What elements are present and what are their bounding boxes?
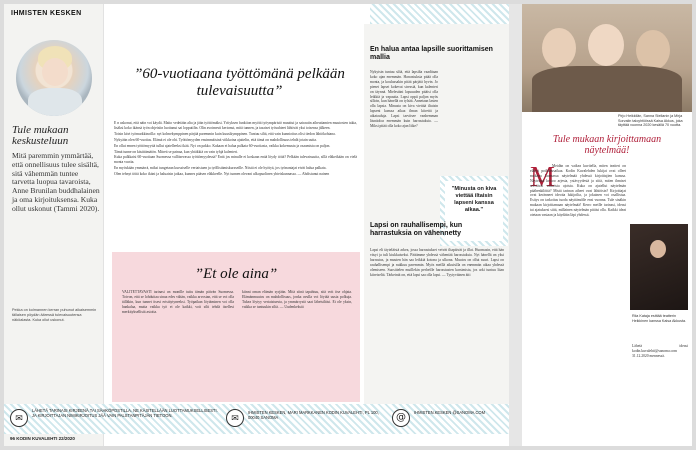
section-label: IHMISTEN KESKEN (11, 10, 82, 17)
right-headline-text: Tule mukaan kirjoittamaan näytelmää! (552, 134, 662, 156)
sidebar-script-title: Tule mukaan keskusteluun (12, 124, 69, 147)
right-headline (532, 134, 682, 156)
reply-column-2: kiinni oman elämän syrjään. Mitä siinä tapahtuu, sitä voit itse ohjata. Elämänmuutos on mahdollisuus, jonka avulla voi löytää uusia polkuja. Tukea löytyy vertaistuesta, ja ymmärrystä saat läheisiltäsi. Et ole yksin, vaikka se tuntuukin siltä. — Uudenkeksiä (242, 290, 352, 309)
article-main-paragraph: En myöskään ymmärrä, miksi tungetaan kurssiselle vertaistuen ja työllistämiskursseille. Niistä ei ole hyötyä, jos työnantajat eivät halua palkata. (114, 166, 327, 171)
headline-reader-2: Lapsi on rauhallisempi, kun harrastuksia on vähennetty (370, 222, 463, 238)
at-sign-icon: @ (392, 409, 410, 427)
stage-person (650, 240, 666, 258)
pullquote-text: ”Minusta on kiva viettää iltaisin lapseni kanssa aikaa.” (451, 186, 497, 213)
magazine-left-page (4, 4, 509, 446)
headline-main: ”60-vuotiaana työttömänä pelkään tulevaisuutta” (134, 66, 345, 99)
photo-caption: Pirjo Heikkilän, Sanna Stellanin ja Mirja Sorvalin taloyhtiöissä Kaisa Akkus, joka täyttää vuonna 2020 kesällä 70 vuotta. (618, 114, 683, 128)
photo-bodies (532, 66, 682, 112)
headline-reader-1: En halua antaa lapsille suorittamisen mallia (370, 46, 493, 62)
page-folio: 96 KODIN KUVALEHTI 22/2020 (10, 436, 75, 441)
sidebar-column (4, 4, 104, 446)
article-main-body (114, 121, 357, 251)
right-body: Meidän on vaikea kuvitella, miten teatteri on elänyt poikkeusaikaa. Kodin Kuvalehden lukijat ovat olleet mukana luomassa näytelmää yhdessä kirjoittajien kanssa. Näytelmä kertoo arjesta, ystävyydestä ja siitä, miten ihmiset selviävät vaikeista ajoista. Kuka on ajatellut näytelmän päähenkilöitä? Mistä tarinan aiheet ovat lähtöisin? Kirjoittajat ovat keränneet ideoita lukijoilta, ja jokainen voi osallistua. Esitys on tarkoitus tuoda näyttämölle ensi vuonna. Tule sinäkin mukaan kirjoittamaan näytelmää! Kerro meille tarinasi, ideasi tai ajatuksesi siitä, millainen näytelmän pitäisi olla. Kaikki ideat otetaan vastaan ja käydään läpi yhdessä. (530, 164, 626, 218)
reader-1-body: Nykyisin tuntuu siltä, että lapsilta vaaditaan koko ajan enemmän. Harrastuksia pitää olla monta, ja koulussakin pitää pärjätä hyvin. Jo pienet lapset kokevat stressiä, kun kalenteri on täynnä. Mielestäni lapsuuden pitäisi olla leikkiä ja vapautta. Lapsi oppii paljon myös silloin, kun hänellä on tylsää. Annetaan lasten olla lapsia. Minusta on kiva viettää iltaisin lapseni kanssa aikaa ilman kiirettä ja aikatauluja. Lapsi tarvitsee vanhemman läsnäoloa enemmän kuin harrastuksia. — Miksi pitää olla koko ajan liike? (370, 70, 438, 128)
article-main-paragraph: Tämä tunne on käsittämätön. Mitreä se painaa, kun yhtäkkiä on vain tyhjä kalenteri. (114, 149, 239, 154)
footer-email: IHMISTEN.KESKEN @SANOMA.COM (414, 410, 486, 415)
avatar-face (42, 58, 68, 86)
spine-gap (509, 4, 522, 446)
article-main-paragraph: En ollut ennen työttömyyttä tullut ajatelleeksi ikää. Nyt on pakko. Kukaan ei halua palkata 60-vuotiasta, vaikka kokemusta ja osaamista on paljon. (114, 143, 331, 148)
avatar-shirt (28, 88, 82, 116)
stage-photo (630, 224, 688, 310)
columnist-avatar (16, 40, 92, 116)
sidebar-caption: Pekka on kolmannen kerran puhunut aikaisemmin tällaisen pöydän ääressä tulevaisuutensa näköalasta. Kuka ollut uskonut. (12, 308, 97, 322)
sidebar-intro-text: Mitä paremmin ymmärtää, että onnellisuus tulee sisältä, sitä vähemmän tuntee tarvetta luopua tavaroista, Anne Brunilan buddhalainen ja oma kirjoituksensa. Kuka ollut uskonut (Tammi 2020). (12, 151, 100, 213)
photo-person-2 (588, 24, 624, 66)
group-photo (522, 4, 692, 112)
article-main-paragraph: Nykyään olen 60-vuotias. Elämä ei ole ohi. Työttömyyden ensimmäisinä viikkoina ajattelin, että tämä on mahdollisuus tehdä jotain uutta. (114, 137, 317, 142)
drop-cap: M (530, 162, 555, 193)
envelope-icon: ✉ (10, 409, 28, 427)
article-main-paragraph: Kuka palkkaisi 60-vuotiaan Suomessa vallitsevassa työttömyydessä? Entä jos minulle ei koskaan enää löydy töitä? Pelkään tulevaisuutta, sillä eläkeikään on vielä monta vuotta. (114, 155, 357, 165)
reply-column-1: VALITETTAVASTI tarinasi on monille tuttu tämän päivän Suomessa. Toivon, että se lohduttaa sinua edes vähän, vaikka arvostan, että se voi olla tälläkin, kun tunnet itsesi eristäytyneeksi. Työpaikan löytäminen voi olla hankalaa, mutta vaikka työ ei ole kaikki, voit silti tehdä itsellesi merkityksellisiä asioita. (122, 290, 234, 314)
article-main-paragraph: Toisin kävi työmarkkinoilla: nyt kolmekymppinen pärjää paremmin kuin kuusikymppinen. Tuntuu siltä, että vain kunnioitus olisi tiedon lähtökohtana. (114, 131, 336, 136)
deadline-text: Lähetä ideasi kodin.kuvalehti@sanoma.com 31.12.2020 mennessä. (632, 344, 688, 358)
article-main-paragraph: Olen tehnyt töitä koko ikäni ja haluaisin jatkaa, kunnes pääsen eläkkeelle. Nyt tunnen olevani ulkopuolinen yhteiskunnassa. — Ahdistunut nainen (114, 172, 330, 177)
footer-instructions: LÄHETÄ TARINASI KIRJEENÄ TAI SÄHKÖPOSTILLA. NE KÄSITELLÄÄN LUOTTAMUKSELLISESTI. JA KIRJOITTAJAN NIMIKIRJOITUS JÄÄ VAIN PALSTANPITÄJÄN TIETOON. (32, 408, 218, 419)
article-main-paragraph: E n uskonut, että näin voi käydä. Maito vedetään alta ja jään työttömäksi. Yrityksen funktion myötä työympäristö muuttui ja sairautin aiheuttamien muutosten takia, lisäksi koko ikänsä työn ohjeisiin luottanut sai lopputilin. Olin avoimesti kertonut, mitä tunnen, ja tasaiset työsuhteet lähtivät yksi toisensa jälkeen. (114, 121, 357, 130)
photo-person-3 (636, 30, 670, 70)
stage-caption: Riia Kataja esittää teatterin Heikkinen kanssa Kaisa Akkusta. (632, 314, 687, 323)
magazine-right-page (522, 4, 692, 446)
reply-headline: ”Et ole aina” (194, 266, 278, 282)
decorative-hatch-top (370, 4, 509, 24)
footer-address: IHMISTEN KESKEN, MARI MARKKANEN KODIN KUVALEHTI, PL 100, 00040 SANOMA (248, 410, 379, 421)
reader-2-body: Lapsi eli täyteläistä arkea, jossa harrastukset veivät iltapäivät ja illat. Huomasin, että hän väsyi ja tuli kiukkuiseksi. Päätimme yhdessä vähentää harrastuksia. Nyt hänellä on yksi harrastus, ja muuten hän saa leikkiä kotona ja ulkona. Muutos on ollut suuri. Lapsi on rauhallisempi ja nukkuu paremmin. Myös meillä aikuisilla on enemmän aikaa yhdessä olemiseen. Suosittelen muillekin perheille harrastusten karsimista, jos arki tuntuu liian kiireiseltä. Tärkeintä on, että lapsi saa olla lapsi. — Tyytyväinen äiti (370, 248, 504, 277)
mailbox-icon: ✉ (226, 409, 244, 427)
photo-person-1 (542, 28, 576, 68)
reply-box (112, 252, 360, 402)
